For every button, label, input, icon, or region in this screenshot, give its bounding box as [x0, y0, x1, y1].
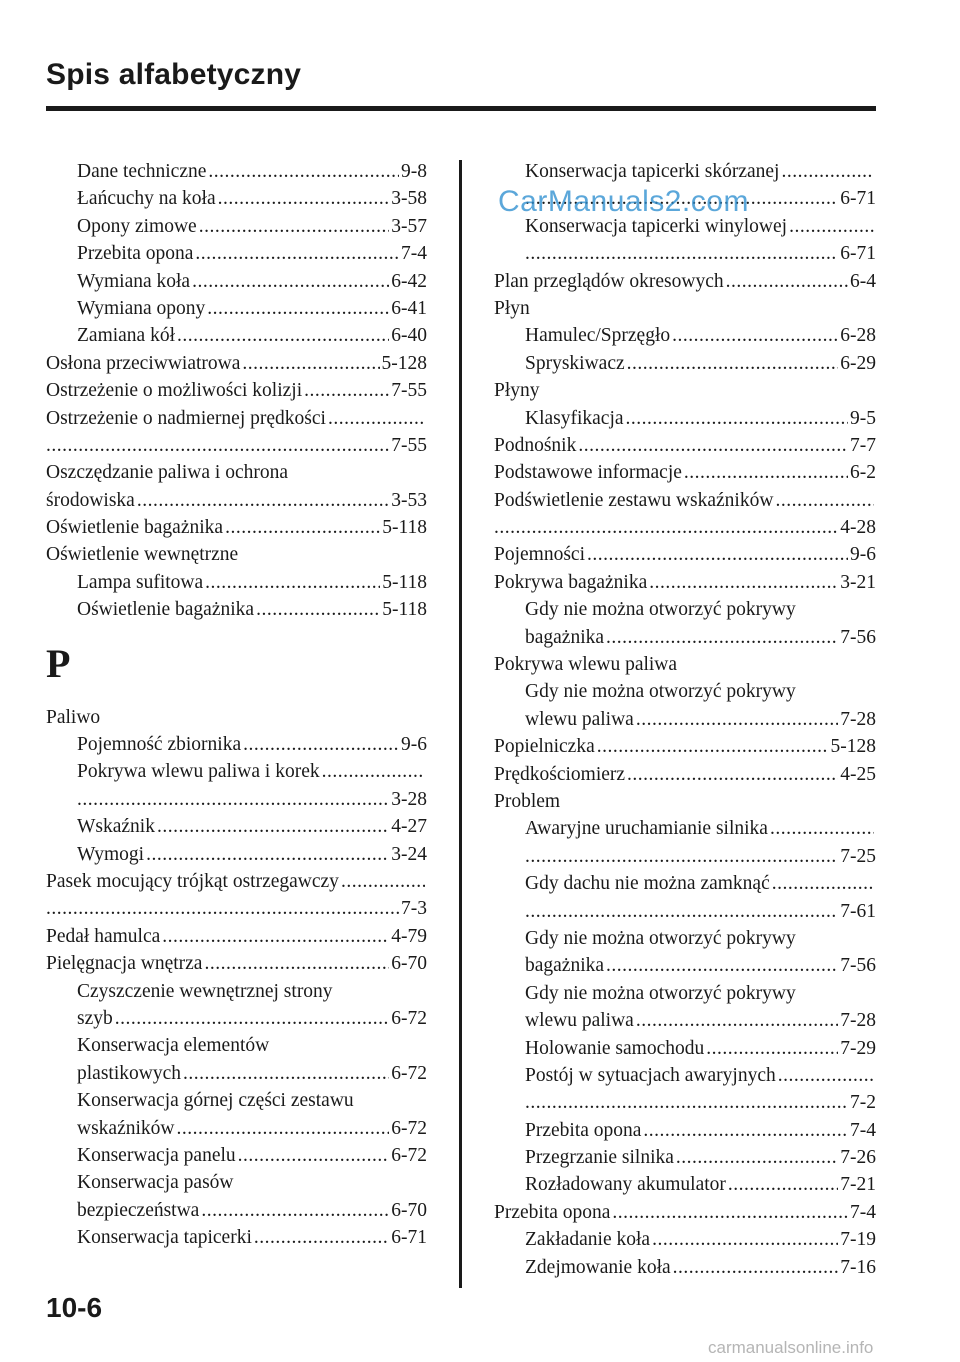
index-entry-page: 7-28 [840, 1010, 876, 1032]
index-entry-page: 7-56 [840, 626, 876, 648]
index-entry [494, 733, 876, 760]
dot-leader [201, 1197, 389, 1224]
index-entry [494, 1226, 876, 1253]
index-entry [46, 704, 427, 731]
index-entry-label: Popielniczka [494, 736, 595, 758]
dot-leader [195, 240, 399, 267]
index-entry-label: Wskaźnik [77, 816, 155, 838]
index-entry-page: 5-118 [382, 517, 427, 539]
index-entry-label: Gdy nie można otworzyć pokrywy [525, 599, 796, 621]
index-entry-label: Konserwacja tapicerki skórzanej [525, 161, 780, 182]
index-entry-page: 5-128 [381, 352, 427, 374]
index-entry-page: 7-25 [840, 845, 876, 867]
index-entry-label: Pojemności [494, 544, 585, 566]
index-entry [46, 923, 427, 950]
index-entry [494, 761, 876, 788]
index-entry-page: 6-28 [840, 325, 876, 347]
index-entry-page: 7-21 [840, 1174, 876, 1196]
index-entry-label: Hamulec/Sprzęgło [525, 325, 671, 347]
index-entry [494, 843, 876, 870]
dot-leader [643, 1117, 848, 1144]
index-entry [46, 213, 427, 240]
dot-leader [636, 706, 838, 733]
dot-leader [46, 895, 399, 922]
index-entry [494, 706, 876, 733]
index-entry-label: Zamiana kół [77, 325, 176, 347]
index-entry-label: Awaryjne uruchamianie silnika [525, 818, 768, 840]
index-entry-page: 6-70 [391, 1199, 427, 1221]
index-entry-page: 7-7 [850, 434, 876, 456]
index-entry-page: 7-61 [840, 900, 876, 922]
index-entry [46, 1087, 427, 1114]
index-entry [46, 514, 427, 541]
index-entry [494, 1254, 876, 1281]
index-entry [46, 1142, 427, 1169]
index-entry-label: Plan przeglądów okresowych [494, 270, 724, 292]
index-entry-page: 5-118 [382, 599, 427, 621]
index-entry-page: 6-72 [391, 1007, 427, 1029]
index-entry-label: Konserwacja górnej części zestawu [77, 1090, 354, 1112]
index-entry-label: Oświetlenie wewnętrzne [46, 544, 239, 566]
index-entry [494, 596, 876, 623]
index-entry [494, 569, 876, 596]
index-entry-label: wskaźników [77, 1117, 175, 1139]
index-entry-page: 5-118 [382, 571, 427, 593]
index-entry-page: 7-55 [391, 380, 427, 402]
index-entry [494, 1171, 876, 1198]
index-entry-label: Opony zimowe [77, 215, 197, 237]
index-entry-label: Podświetlenie zestawu wskaźników [494, 489, 774, 511]
index-entry [46, 185, 427, 212]
index-entry-label: środowiska [46, 489, 135, 511]
index-entry-page: 9-5 [850, 407, 876, 429]
dot-leader [254, 1224, 389, 1251]
index-entry-label: Osłona przeciwwiatrowa [46, 352, 241, 374]
index-entry [46, 1032, 427, 1059]
index-entry [46, 786, 427, 813]
dot-leader [652, 1226, 838, 1253]
index-entry [46, 978, 427, 1005]
dot-leader [208, 158, 399, 185]
index-entry [46, 350, 427, 377]
index-entry-page: 6-71 [840, 188, 876, 210]
index-entry [494, 240, 876, 267]
index-entry-label: Prędkościomierz [494, 763, 626, 785]
index-entry-label: Konserwacja elementów [77, 1035, 270, 1057]
index-entry-page: 7-2 [850, 1092, 876, 1114]
dot-leader [525, 1089, 848, 1116]
index-entry-page: 6-70 [391, 953, 427, 975]
index-entry [494, 322, 876, 349]
dot-leader [525, 240, 838, 267]
index-entry-label: Konserwacja tapicerki [77, 1227, 252, 1249]
index-entry-label: plastikowych [77, 1062, 181, 1084]
index-entry [494, 925, 876, 952]
footer-watermark[interactable]: carmanualsonline.info [708, 1338, 874, 1357]
index-entry-label: Dane techniczne [77, 161, 207, 182]
index-entry-page: 6-4 [850, 270, 876, 292]
index-entry-label: Postój w sytuacjach awaryjnych [525, 1064, 776, 1086]
dot-leader [789, 213, 874, 240]
index-entry [46, 240, 427, 267]
index-entry-page: 4-25 [840, 763, 876, 785]
index-entry-label: bagażnika [525, 955, 605, 977]
index-entry-label: Pasek mocujący trójkąt ostrzegawczy [46, 870, 339, 892]
index-entry [494, 1062, 876, 1089]
index-entry [494, 158, 876, 185]
index-entry [494, 1035, 876, 1062]
index-entry-label: Gdy nie można otworzyć pokrywy [525, 927, 796, 949]
index-entry [46, 268, 427, 295]
dot-leader [183, 1060, 389, 1087]
index-entry [494, 898, 876, 925]
index-entry [46, 813, 427, 840]
index-entry [46, 459, 427, 486]
index-entry-label: Wymiana koła [77, 270, 191, 292]
index-entry [46, 1115, 427, 1142]
index-entry-page: 3-58 [391, 188, 427, 210]
index-entry [494, 678, 876, 705]
dot-leader [649, 569, 838, 596]
dot-leader [238, 1142, 390, 1169]
index-entry-label: wlewu paliwa [525, 1010, 634, 1032]
index-entry [494, 514, 876, 541]
dot-leader [225, 514, 380, 541]
index-entry-page: 9-6 [850, 544, 876, 566]
dot-leader [728, 1171, 838, 1198]
dot-leader [525, 898, 838, 925]
dot-leader [597, 733, 829, 760]
index-entry-label: Rozładowany akumulator [525, 1174, 726, 1196]
dot-leader [205, 569, 380, 596]
index-entry [494, 624, 876, 651]
index-entry-page: 6-72 [391, 1062, 427, 1084]
dot-leader [328, 405, 425, 432]
index-column-left [46, 158, 427, 1251]
index-entry-page: 4-27 [391, 816, 427, 838]
dot-leader [199, 213, 390, 240]
index-entry [494, 432, 876, 459]
dot-leader [77, 786, 389, 813]
index-entry-label: Płyny [494, 380, 540, 402]
index-entry [494, 952, 876, 979]
dot-leader [676, 1144, 838, 1171]
index-entry-label: Pokrywa bagażnika [494, 571, 648, 593]
index-entry-label: bezpieczeństwa [77, 1199, 200, 1221]
index-entry [494, 405, 876, 432]
dot-leader [636, 1007, 838, 1034]
dot-leader [304, 377, 389, 404]
index-entry-label: Łańcuchy na koła [77, 188, 216, 210]
index-entry-label: bagażnika [525, 626, 605, 648]
index-entry-label: wlewu paliwa [525, 708, 634, 730]
dot-leader [606, 624, 838, 651]
index-entry-page: 6-71 [840, 243, 876, 265]
index-entry-label: Oświetlenie bagażnika [46, 517, 224, 539]
index-entry-label: Ostrzeżenie o możliwości kolizji [46, 380, 303, 402]
index-entry-label: Podnośnik [494, 434, 577, 456]
index-entry-label: Gdy nie można otworzyć pokrywy [525, 982, 796, 1004]
index-entry [46, 158, 427, 185]
dot-leader [218, 185, 390, 212]
index-entry-label: Konserwacja panelu [77, 1144, 236, 1166]
index-entry-label: szyb [77, 1007, 113, 1029]
index-entry [46, 1197, 427, 1224]
index-entry [46, 295, 427, 322]
index-entry-label: Pokrywa wlewu paliwa i korek [77, 761, 320, 783]
index-entry-page: 3-57 [391, 215, 427, 237]
index-entry-label: Holowanie samochodu [525, 1037, 705, 1059]
dot-leader [770, 815, 874, 842]
index-entry [46, 868, 427, 895]
index-entry-page: 7-3 [401, 898, 427, 920]
watermark-logo[interactable]: CarManuals2.com [498, 185, 749, 218]
index-entry-page: 6-42 [391, 270, 427, 292]
index-entry-page: 7-55 [391, 434, 427, 456]
index-entry [494, 268, 876, 295]
page-header-title: Spis alfabetyczny [46, 58, 302, 91]
index-letter-heading: P [46, 640, 71, 686]
index-entry [46, 758, 427, 785]
index-entry-page: 6-71 [391, 1227, 427, 1249]
index-entry-page: 6-29 [840, 352, 876, 374]
dot-leader [673, 1254, 839, 1281]
index-entry [494, 815, 876, 842]
dot-leader [627, 761, 838, 788]
index-entry [494, 459, 876, 486]
index-entry [494, 350, 876, 377]
dot-leader [207, 295, 389, 322]
index-entry-page: 3-28 [391, 788, 427, 810]
index-entry [494, 870, 876, 897]
index-entry-page: 7-4 [401, 243, 427, 265]
index-entry [494, 295, 876, 322]
index-entry-page: 4-28 [840, 517, 876, 539]
index-entry [46, 1060, 427, 1087]
index-entry [494, 1089, 876, 1116]
index-entry-label: Problem [494, 790, 561, 812]
dot-leader [525, 843, 838, 870]
index-entry-label: Przebita opona [77, 243, 194, 265]
index-entry-label: Lampa sufitowa [77, 571, 204, 593]
index-entry-page: 7-26 [840, 1147, 876, 1169]
dot-leader [772, 870, 874, 897]
index-entry [46, 895, 427, 922]
index-entry-label: Wymiana opony [77, 297, 206, 319]
dot-leader [243, 731, 399, 758]
dot-leader [612, 1199, 848, 1226]
index-entry [494, 487, 876, 514]
index-entry [46, 1224, 427, 1251]
dot-leader [115, 1005, 390, 1032]
index-entry-label: Klasyfikacja [525, 407, 624, 429]
index-entry-page: 5-128 [830, 736, 876, 758]
index-entry [46, 569, 427, 596]
dot-leader [706, 1035, 838, 1062]
index-entry-label: Zdejmowanie koła [525, 1256, 671, 1278]
column-divider [459, 160, 462, 1288]
index-entry-page: 9-8 [401, 161, 427, 182]
index-entry-label: Przegrzanie silnika [525, 1147, 674, 1169]
dot-leader [46, 432, 389, 459]
index-entry-page: 3-21 [840, 571, 876, 593]
index-entry-page: 6-40 [391, 325, 427, 347]
dot-leader [192, 268, 389, 295]
page-number: 10-6 [46, 1292, 103, 1323]
index-entry [494, 1117, 876, 1144]
dot-leader [726, 268, 848, 295]
index-entry-label: Paliwo [46, 706, 101, 728]
index-entry [494, 651, 876, 678]
index-entry [494, 377, 876, 404]
index-entry-page: 9-6 [401, 734, 427, 756]
dot-leader [672, 322, 838, 349]
dot-leader [587, 541, 848, 568]
dot-leader [204, 950, 389, 977]
index-entry-page: 7-56 [840, 955, 876, 977]
dot-leader [177, 322, 389, 349]
index-entry [46, 405, 427, 432]
index-entry-page: 7-29 [840, 1037, 876, 1059]
index-entry-label: Płyn [494, 297, 530, 319]
dot-leader [341, 868, 425, 895]
index-entry [46, 596, 427, 623]
index-entry-label: Przebita opona [525, 1119, 642, 1141]
index-entry-label: Przebita opona [494, 1201, 611, 1223]
index-entry-label: Pielęgnacja wnętrza [46, 953, 203, 975]
index-entry-label: Konserwacja pasów [77, 1172, 234, 1194]
index-entry-label: Oszczędzanie paliwa i ochrona [46, 462, 288, 484]
index-entry [494, 980, 876, 1007]
dot-leader [322, 758, 425, 785]
index-entry-page: 3-24 [391, 843, 427, 865]
index-entry [494, 1199, 876, 1226]
index-entry-page: 6-41 [391, 297, 427, 319]
index-entry-page: 7-4 [850, 1119, 876, 1141]
index-entry-label: Pokrywa wlewu paliwa [494, 654, 678, 676]
dot-leader [242, 350, 379, 377]
index-entry-page: 7-16 [840, 1256, 876, 1278]
index-entry-label: Pojemność zbiornika [77, 734, 242, 756]
index-entry [46, 432, 427, 459]
index-entry-label: Podstawowe informacje [494, 462, 682, 484]
index-entry-page: 6-72 [391, 1117, 427, 1139]
index-entry-page: 4-79 [391, 925, 427, 947]
index-entry [46, 1005, 427, 1032]
index-entry-page: 3-53 [391, 489, 427, 511]
dot-leader [157, 813, 389, 840]
dot-leader [146, 841, 389, 868]
dot-leader [684, 459, 848, 486]
index-entry-label: Ostrzeżenie o nadmiernej prędkości [46, 407, 326, 429]
index-entry [46, 322, 427, 349]
dot-leader [256, 596, 380, 623]
index-entry-label: Pedał hamulca [46, 925, 161, 947]
header-rule [46, 106, 876, 111]
index-entry [46, 541, 427, 568]
index-entry-label: Oświetlenie bagażnika [77, 599, 255, 621]
dot-leader [627, 350, 839, 377]
index-entry [46, 731, 427, 758]
index-entry-label: Konserwacja tapicerki winylowej [525, 215, 788, 237]
index-entry [46, 841, 427, 868]
index-entry-label: Czyszczenie wewnętrznej strony [77, 980, 333, 1002]
index-entry-page: 7-19 [840, 1229, 876, 1251]
index-entry [494, 541, 876, 568]
dot-leader [778, 1062, 874, 1089]
index-entry-label: Zakładanie koła [525, 1229, 651, 1251]
dot-leader [626, 405, 848, 432]
dot-leader [494, 514, 838, 541]
index-entry-label: Gdy nie można otworzyć pokrywy [525, 681, 796, 703]
index-entry-label: Wymogi [77, 843, 145, 865]
index-entry-label: Spryskiwacz [525, 352, 625, 374]
dot-leader [578, 432, 848, 459]
dot-leader [606, 952, 838, 979]
dot-leader [176, 1115, 389, 1142]
index-entry [46, 1169, 427, 1196]
index-entry-page: 6-2 [850, 462, 876, 484]
index-entry [46, 487, 427, 514]
index-entry [494, 788, 876, 815]
index-entry [46, 950, 427, 977]
dot-leader [775, 487, 874, 514]
dot-leader [137, 487, 389, 514]
index-column-right [494, 158, 876, 1281]
index-entry [494, 1007, 876, 1034]
index-entry [494, 1144, 876, 1171]
dot-leader [162, 923, 389, 950]
index-entry-label: Gdy dachu nie można zamknąć [525, 873, 770, 895]
index-entry-page: 7-4 [850, 1201, 876, 1223]
index-entry-page: 6-72 [391, 1144, 427, 1166]
index-entry [46, 377, 427, 404]
index-entry-page: 7-28 [840, 708, 876, 730]
dot-leader [781, 158, 874, 185]
